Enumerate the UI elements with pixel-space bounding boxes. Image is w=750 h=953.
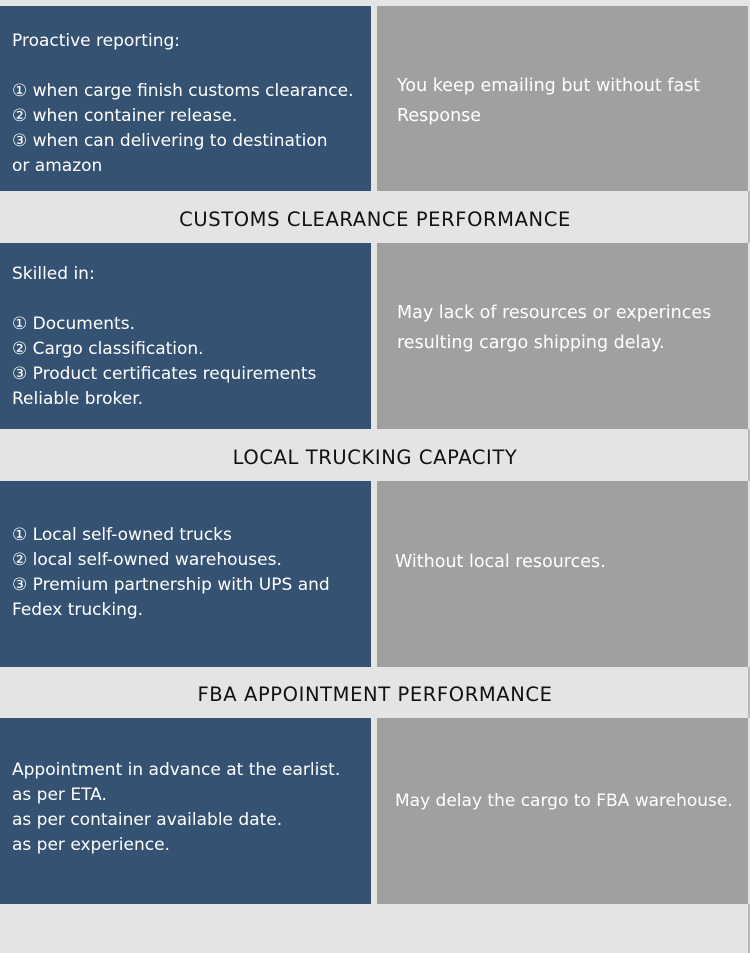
- advantage-line: ② local self-owned warehouses.: [12, 550, 282, 570]
- drawback-panel-trucking: [377, 481, 748, 667]
- advantage-panel-reporting: [0, 6, 371, 191]
- drawback-panel-customs: [377, 243, 748, 429]
- advantage-line: [12, 287, 371, 312]
- advantage-line: ② when container release.: [12, 106, 238, 126]
- drawback-panel-reporting: [377, 6, 748, 191]
- advantage-line: Reliable broker.: [12, 389, 144, 409]
- advantage-line: as per container available date.: [12, 810, 283, 830]
- drawback-line: resulting cargo shipping delay.: [397, 333, 665, 353]
- advantage-panel-trucking: [0, 481, 371, 667]
- section-heading-trucking: LOCAL TRUCKING CAPACITY: [232, 446, 518, 469]
- advantage-line: ③ Product certificates requirements: [12, 364, 317, 384]
- advantage-line: ③ when can delivering to destination: [12, 131, 328, 151]
- advantage-panel-customs: [0, 243, 371, 429]
- drawback-line: Response: [397, 106, 482, 126]
- advantage-line: as per ETA.: [12, 785, 107, 805]
- advantage-line: Proactive reporting:: [12, 31, 180, 51]
- advantage-line: ① when carge finish customs clearance.: [12, 81, 354, 101]
- advantage-line: ③ Premium partnership with UPS and: [12, 575, 330, 595]
- section-heading-customs: CUSTOMS CLEARANCE PERFORMANCE: [179, 208, 571, 231]
- advantage-line: Fedex trucking.: [12, 600, 144, 620]
- drawback-line: Without local resources.: [395, 552, 606, 572]
- advantage-line: as per experience.: [12, 835, 170, 855]
- drawback-line: May lack of resources or experinces: [397, 303, 712, 323]
- advantage-line: or amazon: [12, 156, 103, 176]
- advantage-panel-fba: [0, 718, 371, 904]
- drawback-line: May delay the cargo to FBA warehouse.: [395, 791, 733, 811]
- advantage-line: Skilled in:: [12, 264, 95, 284]
- advantage-line: ② Cargo classification.: [12, 339, 204, 359]
- drawback-panel-fba: [377, 718, 748, 904]
- advantage-line: [12, 54, 371, 79]
- section-heading-fba: FBA APPOINTMENT PERFORMANCE: [197, 683, 553, 706]
- advantage-line: ① Local self-owned trucks: [12, 525, 232, 545]
- drawback-line: You keep emailing but without fast: [397, 76, 701, 96]
- advantage-line: ① Documents.: [12, 314, 135, 334]
- advantage-line: Appointment in advance at the earlist.: [12, 760, 341, 780]
